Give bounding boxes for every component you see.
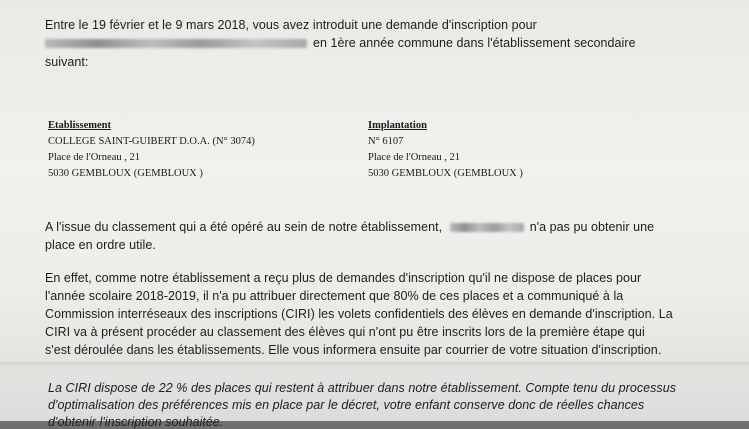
redacted-child-name-2 [450, 223, 524, 232]
etablissement-city: 5030 GEMBLOUX (GEMBLOUX ) [48, 168, 203, 179]
etablissement-street: Place de l'Orneau , 21 [48, 152, 140, 163]
implantation-city: 5030 GEMBLOUX (GEMBLOUX ) [368, 168, 523, 179]
para1-line-1 [45, 220, 654, 234]
intro-line-3: suivant: [45, 55, 89, 69]
etablissement-name: COLLEGE SAINT-GUIBERT D.O.A. (N° 3074) [48, 136, 255, 147]
redacted-child-name [45, 39, 307, 48]
intro-line-2 [45, 36, 636, 50]
para2-line-2: l'année scolaire 2018-2019, il n'a pu attribuer directement que 80% de ces places et a communiqué à la [45, 289, 624, 303]
para2-line-4: CIRI va à présent procéder au classement des élèves qui n'ont pu être inscrits lors de la première étape qui [45, 325, 645, 339]
implantation-number: N° 6107 [368, 136, 404, 147]
para2-line-1: En effet, comme notre établissement a reçu plus de demandes d'inscription qu'il ne dispose de places pour [45, 271, 642, 285]
para3-line-1: La CIRI dispose de 22 % des places qui restent à attribuer dans notre établissement. Compte tenu du processus [48, 381, 677, 395]
intro-line-2-text: en 1ère année commune dans l'établissement secondaire [313, 36, 636, 50]
paper-fold-shadow [0, 362, 749, 368]
para3-line-2: d'optimalisation des préférences mis en place par le décret, votre enfant conserve donc de réelles chances [48, 398, 645, 412]
para3-line-3: d'obtenir l'inscription souhaitée. [48, 415, 224, 429]
para2-line-5: s'est déroulée dans les établissements. Elle vous informera ensuite par courrier de votre situation d'inscription. [45, 343, 662, 357]
implantation-heading: Implantation [368, 120, 427, 131]
para1-line-1b: n'a pas pu obtenir une [529, 220, 655, 234]
implantation-street: Place de l'Orneau , 21 [368, 152, 460, 163]
para2-line-3: Commission interréseaux des inscriptions (CIRI) les volets confidentiels des élèves en demande d'inscription. La [45, 307, 673, 321]
intro-line-1: Entre le 19 février et le 9 mars 2018, vous avez introduit une demande d'inscription pour [45, 18, 537, 32]
para1-line-2: place en ordre utile. [45, 238, 156, 252]
para1-line-1a: A l'issue du classement qui a été opéré au sein de notre établissement, [45, 220, 443, 234]
etablissement-heading: Etablissement [48, 120, 111, 131]
